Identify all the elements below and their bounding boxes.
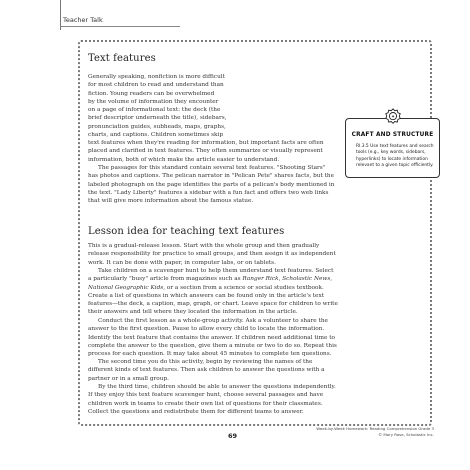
scavenger-line-3: , or a section from a science or social studies textbook. — [163, 284, 324, 291]
intro-line: by the volume of information they encounter — [88, 98, 219, 105]
intro-line: charts, and captions. Children sometimes skip — [88, 131, 224, 138]
intro-line: pronunciation guides, subheads, maps, graphs, — [88, 123, 226, 130]
page-number: 69 — [228, 432, 238, 440]
magazine-scholastic-news: Scholastic News — [282, 276, 331, 283]
passages-line: the text. "Lady Liberty" features a sidebar with a fun fact and offers two web links — [88, 189, 329, 196]
intro-line: fiction. Young readers can be overwhelmed — [88, 90, 215, 97]
paragraph-intro — [88, 73, 324, 164]
magazine-ranger-rick: Ranger Rick — [242, 276, 279, 283]
separator: , — [330, 276, 333, 283]
paragraph-gradual-release — [88, 242, 336, 267]
first-lesson-line: complete the answer to the question, give them a minute or two to do so. Repeat this — [88, 342, 337, 349]
first-lesson-line: Conduct the first lesson as a whole-group activity. Ask a volunteer to share the — [98, 318, 328, 324]
first-lesson-line: answer to the first question. Pause to allow every child to locate the information. — [88, 326, 325, 333]
paragraph-scavenger-hunt — [88, 267, 338, 317]
paragraph-third-time — [88, 383, 336, 416]
intro-line: Generally speaking, nonfiction is more difficult — [88, 74, 225, 80]
separator: , — [278, 276, 283, 283]
credit-line-1: Week-by-Week Homework: Reading Comprehension Grade 3 — [316, 426, 434, 431]
intro-line: text features when they're reading for information, but important facts are often — [88, 140, 324, 146]
scavenger-rest — [88, 293, 338, 316]
paragraph-first-lesson — [88, 317, 337, 358]
paragraph-passages — [88, 164, 334, 205]
callout-line: RI.3.5 Use text features and search — [356, 144, 434, 149]
second-time-line: partner or in a small group. — [88, 375, 169, 382]
callout-standard-text — [356, 144, 436, 170]
passages-line: The passages for this standard contain several text features. "Shooting Stars" — [98, 165, 326, 171]
gear-ribbon-icon — [384, 108, 402, 126]
callout-title: CRAFT AND STRUCTURE — [351, 132, 434, 138]
section-title-text-features: Text features — [88, 53, 156, 64]
third-time-line: children work in teams to create their own list of questions for their classmates. — [88, 400, 323, 407]
scavenger-line-1: Take children on a scavenger hunt to help them understand text features. Select — [98, 268, 334, 274]
callout-line: hyperlinks) to locate information — [356, 156, 428, 162]
scavenger-line-2: a particularly "busy" article from magazines such as — [88, 276, 243, 283]
intro-line: for most children to read and understand than — [88, 82, 224, 89]
header-rule-horizontal — [60, 26, 180, 27]
intro-line: on a page of informational text: the deck (the — [88, 107, 221, 113]
magazine-national-geographic-kids: National Geographic Kids — [88, 284, 164, 291]
second-time-line: The second time you do this activity, begin by reviewing the names of the — [98, 359, 313, 365]
scavenger-line: Create a list of questions in which answers can be found only in the article's text — [88, 292, 325, 299]
credit-line-2: © Mary Rose, Scholastic Inc. — [378, 431, 434, 437]
first-lesson-line: Identify the text feature that contains the answer. If children need additional time to — [88, 334, 336, 341]
svg-text:✦: ✦ — [391, 114, 395, 120]
header-label: Teacher Talk — [63, 16, 103, 24]
footer-credit — [316, 426, 434, 437]
intro-line: brief descriptor underneath the title), sidebars, — [88, 115, 227, 122]
passages-line: that will give more information about the famous statue. — [88, 198, 254, 204]
paragraph-second-time — [88, 358, 325, 383]
callout-line: tools (e.g., key words, sidebars, — [356, 150, 426, 156]
intro-line: placed and clarified in text features. They often summarize or visually represent — [88, 148, 323, 155]
gradual-release-line: work. It can be done with paper, in computer labs, or on tablets. — [88, 259, 276, 266]
gradual-release-line: This is a gradual-release lesson. Start with the whole group and then gradually — [88, 243, 320, 249]
second-time-line: different kinds of text features. Then ask children to answer the questions with a — [88, 367, 325, 374]
scavenger-line: their answers and tell where they located the information in the article. — [88, 309, 298, 316]
section-title-lesson-idea: Lesson idea for teaching text features — [88, 226, 285, 237]
passages-line: has photos and captions. The pelican narrator in "Pelican Pete" shares facts, but the — [88, 173, 335, 180]
callout-line: relevant to a given topic efficiently. — [356, 163, 434, 169]
first-lesson-line: process for each question. It may take about 45 minutes to complete ten questions. — [88, 351, 332, 357]
craft-structure-callout — [345, 118, 440, 178]
third-time-line: If they enjoy this text feature scavenger hunt, choose several passages and have — [88, 392, 324, 399]
scavenger-line: features—the deck, a caption, map, graph, or chart. Leave space for children to write — [88, 301, 338, 307]
third-time-line: Collect the questions and redistribute them for different teams to answer. — [88, 408, 304, 415]
third-time-line: By the third time, children should be able to answer the questions independently. — [98, 384, 336, 390]
gradual-release-line: release responsibility for practice to small groups, and then assign it as independent — [88, 251, 336, 258]
passages-line: labeled photograph on the page identifies the parts of a pelican's body mentioned in — [88, 181, 335, 188]
intro-line: information, both of which make the article easier to understand. — [88, 156, 280, 163]
